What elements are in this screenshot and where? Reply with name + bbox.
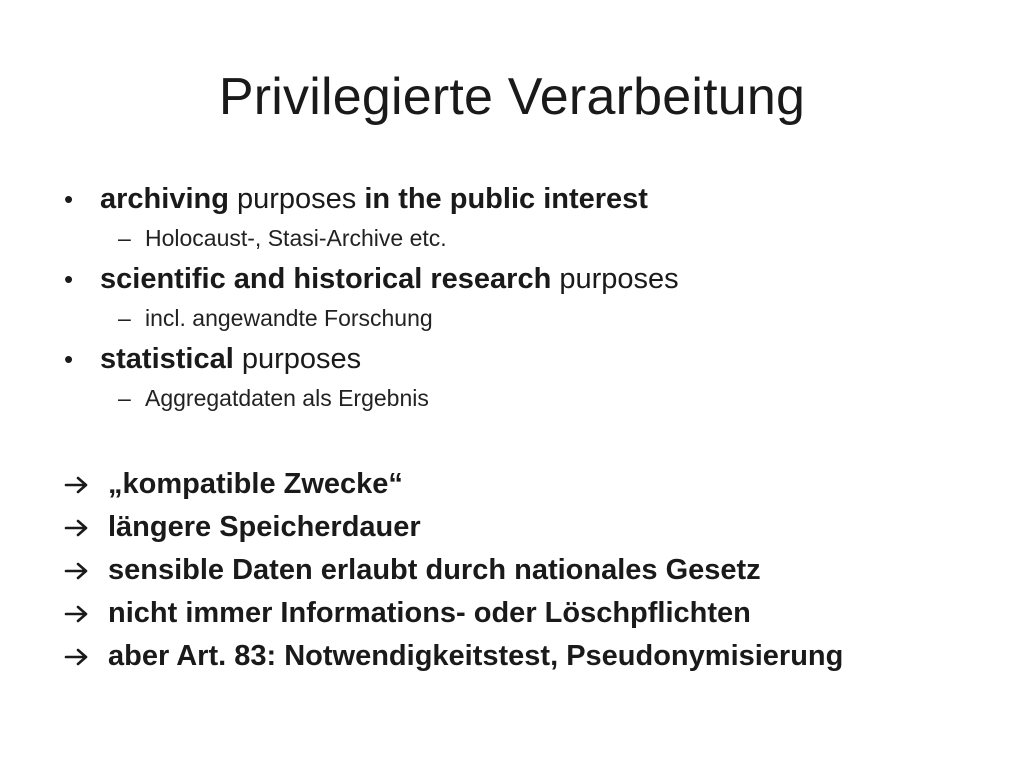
dash-icon: – [118,385,131,411]
arrow-item [62,506,1002,549]
arrow-item [62,635,1002,678]
bullet-text-bold: scientific and historical research [100,263,552,295]
arrow-right-icon [64,519,90,537]
slide-title: Privilegierte Verarbeitung [218,68,806,126]
bullet-text-bold: archiving [100,183,229,215]
bullet-item [56,258,986,300]
dash-icon: – [118,225,131,251]
sub-bullet-text: incl. angewandte Forschung [145,305,433,331]
arrow-text: sensible Daten erlaubt durch nationales Gesetz [108,554,761,586]
bullet-text-bold: statistical [100,343,234,375]
arrow-item [62,463,1002,506]
sub-bullet-item [56,220,986,258]
bullet-list [56,178,986,418]
arrow-right-icon [64,562,90,580]
bullet-text: purposes [228,183,365,215]
arrow-item [62,549,1002,592]
arrow-item [62,592,1002,635]
arrow-right-icon [64,605,90,623]
arrow-right-icon [64,648,90,666]
sub-bullet-item [56,300,986,338]
bullet-item [56,178,986,220]
arrow-right-icon [64,476,90,494]
sub-bullet-item [56,380,986,418]
arrow-list [62,463,1002,678]
arrow-text: längere Speicherdauer [108,511,421,543]
sub-bullet-text: Aggregatdaten als Ergebnis [145,385,429,411]
arrow-text: „kompatible Zwecke“ [108,468,403,500]
bullet-dot-icon: • [64,264,74,294]
bullet-item [56,338,986,380]
sub-bullet-text: Holocaust-, Stasi-Archive etc. [145,225,447,251]
arrow-text: nicht immer Informations- oder Löschpflichten [108,597,751,629]
bullet-dot-icon: • [64,344,74,374]
bullet-dot-icon: • [64,184,74,214]
bullet-text-bold: in the public interest [364,183,648,215]
bullet-text: purposes [233,343,362,375]
bullet-text: purposes [551,263,679,295]
dash-icon: – [118,305,131,331]
arrow-text: aber Art. 83: Notwendigkeitstest, Pseudonymisierung [108,640,844,672]
